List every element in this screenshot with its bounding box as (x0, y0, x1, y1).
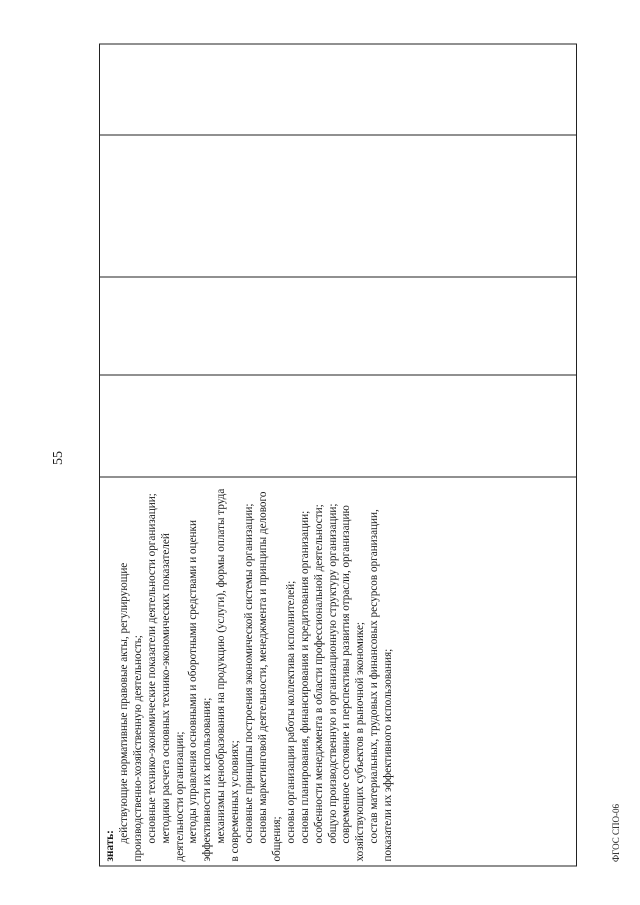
content-table-rotated (99, 43, 577, 866)
list-item: действующие нормативные правовые акты, регулирующие производственно-хозяйственную деятельность; (117, 562, 144, 861)
footer-code (608, 798, 624, 868)
table-cell-empty-4 (100, 44, 576, 134)
knowledge-list (118, 483, 396, 861)
list-item: основные технико-экономические показатели деятельности организации; (145, 492, 158, 843)
knowledge-heading: знать: (104, 829, 116, 861)
list-item: основные принципы построения экономической системы организации; (243, 503, 256, 843)
list-item: механизмы ценообразования на продукцию (услуги), формы оплаты труда в современных условиях; (215, 488, 242, 861)
footer-code-text: ФГОС СПО-06 (611, 804, 622, 862)
table-cell-empty-3 (100, 134, 576, 277)
page-number (49, 441, 69, 475)
list-item: основы маркетинговой деятельности, менеджмента и принципы делового общения; (256, 491, 283, 861)
list-item: современное состояние и перспективы развития отрасли, организацию хозяйствующих субъектов в рыночной экономике; (340, 504, 367, 861)
list-item: методы управления основными и оборотными средствами и оценки эффективности их использования; (187, 519, 214, 861)
list-item: методики расчета основных технико-экономических показателей деятельности организации; (159, 532, 186, 861)
table-cell-empty-2 (100, 276, 576, 374)
list-item: основы планирования, финансирования и кредитования организации; (298, 510, 311, 843)
list-item: особенности менеджмента в области профессиональной деятельности; (312, 503, 325, 843)
content-table (99, 43, 577, 866)
table-cell-empty-1 (100, 374, 576, 476)
list-item: общую производственную и организационную структуру организации; (326, 503, 339, 843)
list-item: состав материальных, трудовых и финансовых ресурсов организации, показатели их эффективного использования; (368, 508, 395, 861)
table-cell-knowledge (100, 476, 576, 865)
list-item: основы организации работы коллектива исполнителей; (284, 580, 297, 843)
page-number-text: 55 (51, 451, 66, 465)
